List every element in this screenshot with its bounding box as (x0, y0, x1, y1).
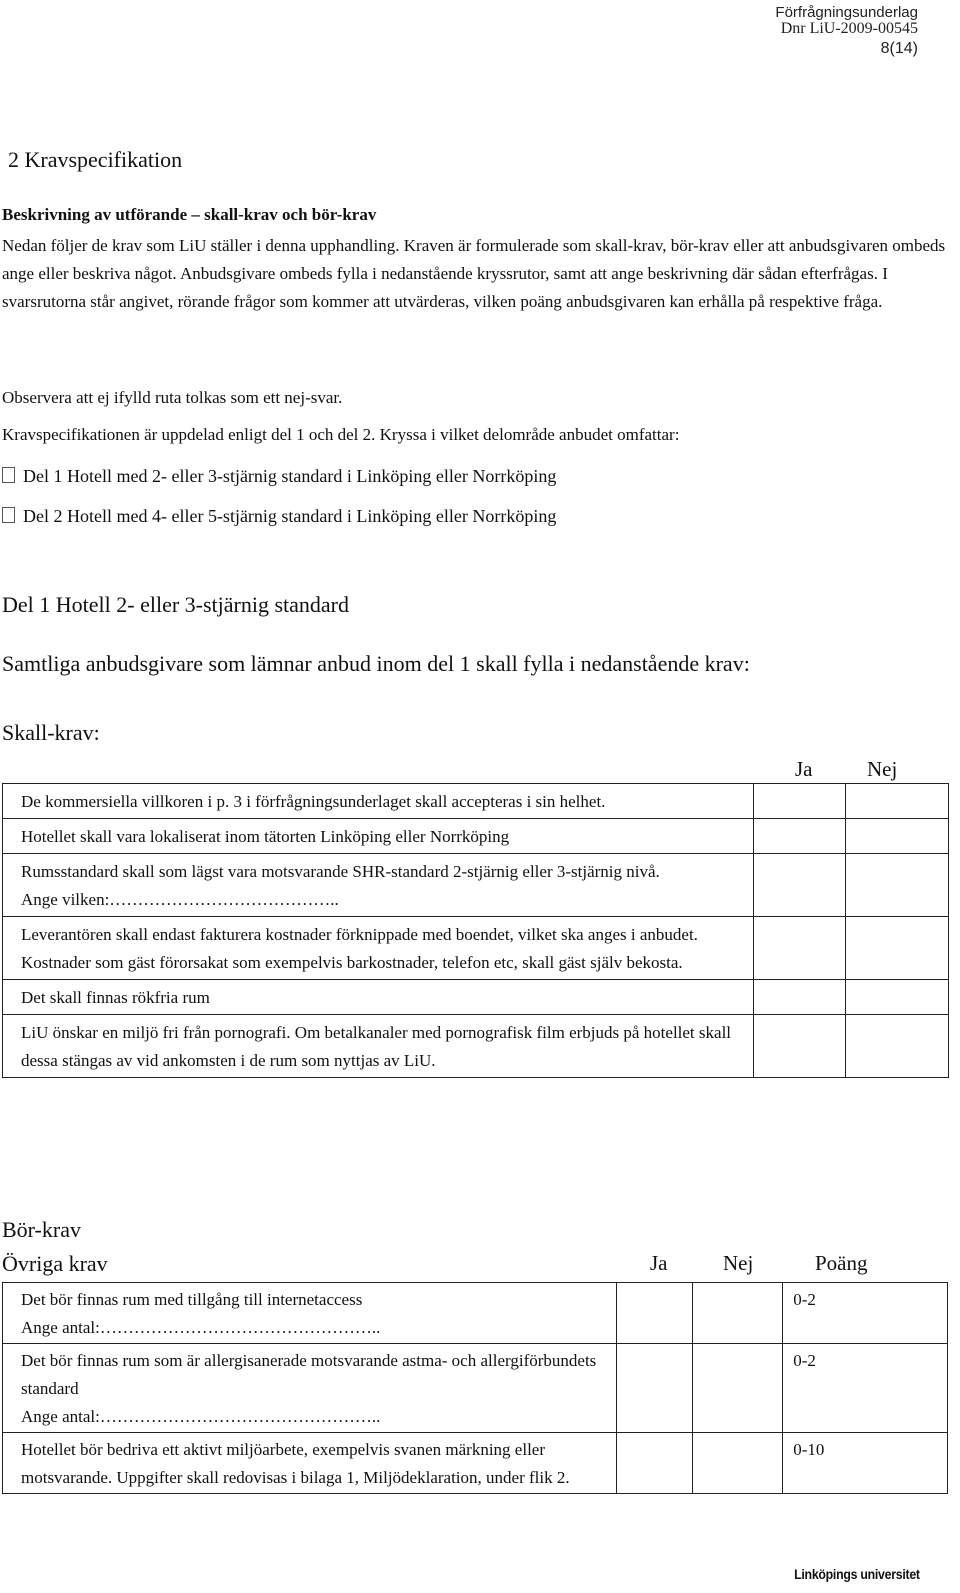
ja-answer-box[interactable] (754, 980, 846, 1015)
option-del1[interactable] (2, 462, 556, 490)
requirement-text: Hotellet skall vara lokaliserat inom tätorten Linköping eller Norrköping (3, 819, 754, 854)
nej-answer-box[interactable] (846, 854, 949, 917)
requirement-text: Hotellet bör bedriva ett aktivt miljöarbete, exempelvis svanen märkning eller motsvarande. Uppgifter skall redovisas i bilaga 1, Miljödeklaration, under flik 2. (3, 1433, 617, 1494)
table-row (3, 1344, 948, 1433)
table-row (3, 819, 949, 854)
points-cell: 0-10 (783, 1433, 948, 1494)
ja-answer-box[interactable] (754, 917, 846, 980)
note-paragraph: Observera att ej ifylld ruta tolkas som ett nej-svar. (2, 388, 343, 407)
skall-krav-heading: Skall-krav: (2, 720, 100, 745)
requirement-text: LiU önskar en miljö fri från pornografi. Om betalkanaler med pornografisk film erbjuds på hotellet skall dessa stängas av vid ankomsten i de rum som nyttjas av LiU. (3, 1015, 754, 1078)
requirement-line: Det bör finnas rum med tillgång till internetaccess (21, 1290, 363, 1309)
option-del2[interactable] (2, 502, 556, 530)
requirement-text: De kommersiella villkoren i p. 3 i förfrågningsunderlaget skall accepteras i sin helhet. (3, 784, 754, 819)
column-ja: Ja (650, 1251, 668, 1275)
table-row (3, 917, 949, 980)
option-del1-label: Del 1 Hotell med 2- eller 3-stjärnig standard i Linköping eller Norrköping (23, 466, 557, 486)
table-row (3, 1433, 948, 1494)
nej-answer-box[interactable] (693, 1433, 783, 1494)
column-nej: Nej (867, 757, 898, 781)
del1-heading: Del 1 Hotell 2- eller 3-stjärnig standard (2, 592, 350, 617)
checkbox-del1[interactable] (2, 467, 15, 483)
document-number: Dnr LiU-2009-00545 (780, 20, 918, 37)
requirement-line: Rumsstandard skall som lägst vara motsvarande SHR-standard 2-stjärnig eller 3-stjärnig nivå. (21, 862, 660, 881)
university-logo: Linköpings universitet (794, 1566, 920, 1582)
requirement-text: Leverantören skall endast fakturera kostnader förknippade med boendet, vilket ska anges i anbudet. Kostnader som gäst förorsakat som exempelvis barkostnader, telefon etc, skall gäst själv bekosta. (3, 917, 754, 980)
ja-answer-box[interactable] (617, 1344, 693, 1433)
skall-krav-table (2, 783, 949, 1078)
del1-statement: Samtliga anbudsgivare som lämnar anbud inom del 1 skall fylla i nedanstående krav: (2, 651, 750, 676)
table-row (3, 980, 949, 1015)
table-row (3, 784, 949, 819)
table-row (3, 1283, 948, 1344)
points-cell: 0-2 (783, 1283, 948, 1344)
checkbox-del2[interactable] (2, 507, 15, 523)
intro-paragraph: Nedan följer de krav som LiU ställer i denna upphandling. Kraven är formulerade som skall-krav, bör-krav eller att anbudsgivaren ombeds ange eller beskriva något. Anbudsgivare ombeds fylla i nedanstående kryssrutor, samt att ange beskrivning där sådan efterfrågas. I svarsrutorna står angivet, rörande frågor som kommer att utvärderas, vilken poäng anbudsgivaren kan erhålla på respektive fråga. (2, 236, 946, 311)
column-poang: Poäng (815, 1251, 868, 1275)
ja-answer-box[interactable] (617, 1433, 693, 1494)
ja-answer-box[interactable] (754, 784, 846, 819)
nej-answer-box[interactable] (693, 1283, 783, 1344)
bor-krav-table (2, 1282, 948, 1494)
option-del2-label: Del 2 Hotell med 4- eller 5-stjärnig standard i Linköping eller Norrköping (23, 506, 557, 526)
ja-answer-box[interactable] (754, 854, 846, 917)
page-number: 8(14) (880, 40, 918, 57)
nej-answer-box[interactable] (846, 917, 949, 980)
division-paragraph: Kravspecifikationen är uppdelad enligt del 1 och del 2. Kryssa i vilket delområde anbudet omfattar: (2, 425, 680, 444)
points-cell: 0-2 (783, 1344, 948, 1433)
table-row (3, 1015, 949, 1078)
ja-answer-box[interactable] (754, 819, 846, 854)
section-title: 2 Kravspecifikation (8, 147, 183, 172)
table-row (3, 854, 949, 917)
ovriga-krav-heading: Övriga krav (2, 1251, 108, 1276)
requirement-text (3, 854, 754, 917)
nej-answer-box[interactable] (846, 1015, 949, 1078)
requirement-line: Det bör finnas rum som är allergisanerade motsvarande astma- och allergiförbundets standard (21, 1351, 597, 1398)
ja-answer-box[interactable] (617, 1283, 693, 1344)
column-ja: Ja (795, 757, 813, 781)
column-nej: Nej (723, 1251, 754, 1275)
requirement-text (3, 1283, 617, 1344)
fill-in-line[interactable]: Ange antal:………………………………………….. (21, 1407, 381, 1426)
requirement-text (3, 1344, 617, 1433)
nej-answer-box[interactable] (693, 1344, 783, 1433)
fill-in-line[interactable]: Ange antal:………………………………………….. (21, 1318, 381, 1337)
sub-heading: Beskrivning av utförande – skall-krav och bör-krav (2, 205, 377, 224)
fill-in-line[interactable]: Ange vilken:………………………………….. (21, 890, 339, 909)
bor-krav-heading: Bör-krav (2, 1217, 81, 1242)
nej-answer-box[interactable] (846, 819, 949, 854)
nej-answer-box[interactable] (846, 980, 949, 1015)
document-type: Förfrågningsunderlag (775, 4, 918, 21)
nej-answer-box[interactable] (846, 784, 949, 819)
ja-answer-box[interactable] (754, 1015, 846, 1078)
requirement-text: Det skall finnas rökfria rum (3, 980, 754, 1015)
